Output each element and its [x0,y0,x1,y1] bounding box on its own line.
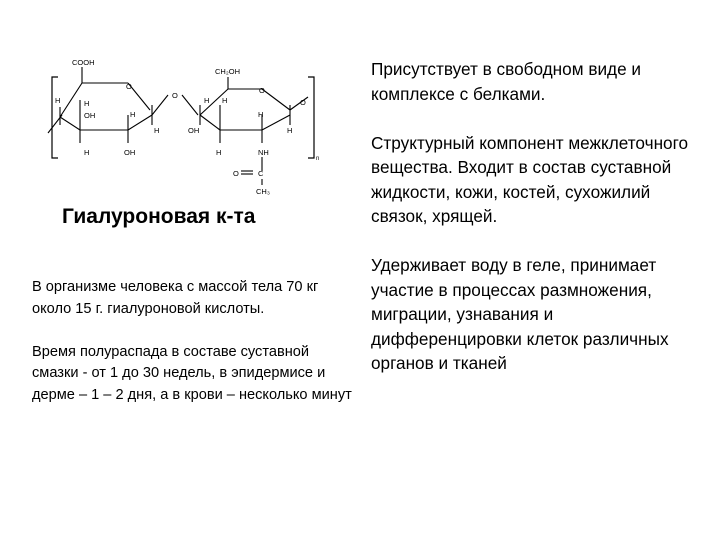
slide-title: Гиалуроновая к-та [62,205,256,228]
ring-oxygen-2: O [259,86,265,95]
h-label: H [287,126,293,135]
ring-oxygen-1: O [126,82,132,91]
ch2oh-label: CH₂OH [215,67,240,76]
right-paragraph-3: Удерживает воду в геле, принимает участие в процессах размножения, миграции, узнавания и дифференцировки клеток различных органов и тканей [371,255,669,373]
h-label: H [204,96,210,105]
link-oxygen-1: O [172,91,178,100]
oh-label: OH [84,111,96,120]
cooh-label: COOH [72,58,95,67]
carbon-label: C [258,169,264,178]
h-label: H [222,96,228,105]
h-label: H [84,148,90,157]
paragraph-gap [32,320,352,342]
glucosamine-ring [200,77,293,185]
paragraph-gap [371,106,691,131]
h-label: H [216,148,222,157]
h-label: H [84,99,90,108]
paragraph-gap [371,229,691,254]
carbonyl-oxygen-label: O [233,169,239,178]
h-label: H [154,126,160,135]
left-text-block [32,277,352,406]
repeat-n-label: n [316,156,320,162]
h-label: H [258,110,264,119]
h-label: H [130,110,136,119]
hyaluronic-acid-structure-diagram [40,55,330,205]
oh-label: OH [124,148,136,157]
h-label: H [55,96,61,105]
left-paragraph-1: В организме человека с массой тела 70 кг около 15 г. гиалуроновой кислоты. [32,279,319,317]
left-paragraph-2: Время полураспада в составе суставной смазки - от 1 до 30 недель, в эпидермисе и дерме – 1 – 2 дня, а в крови – несколько минут [32,343,352,403]
right-text-block [371,57,691,376]
oh-label: OH [188,126,200,135]
nh-label: NH [258,148,269,157]
right-paragraph-2: Структурный компонент межклеточного вещества. Входит в состав суставной жидкости, кожи, костей, сухожилий связок, хрящей. [371,132,689,226]
ch3-label: CH₃ [256,187,270,196]
glucuronic-acid-ring [48,67,152,143]
link-oxygen-2: O [300,98,306,107]
right-paragraph-1: Присутствует в свободном виде и комплексе с белками. [371,59,642,104]
